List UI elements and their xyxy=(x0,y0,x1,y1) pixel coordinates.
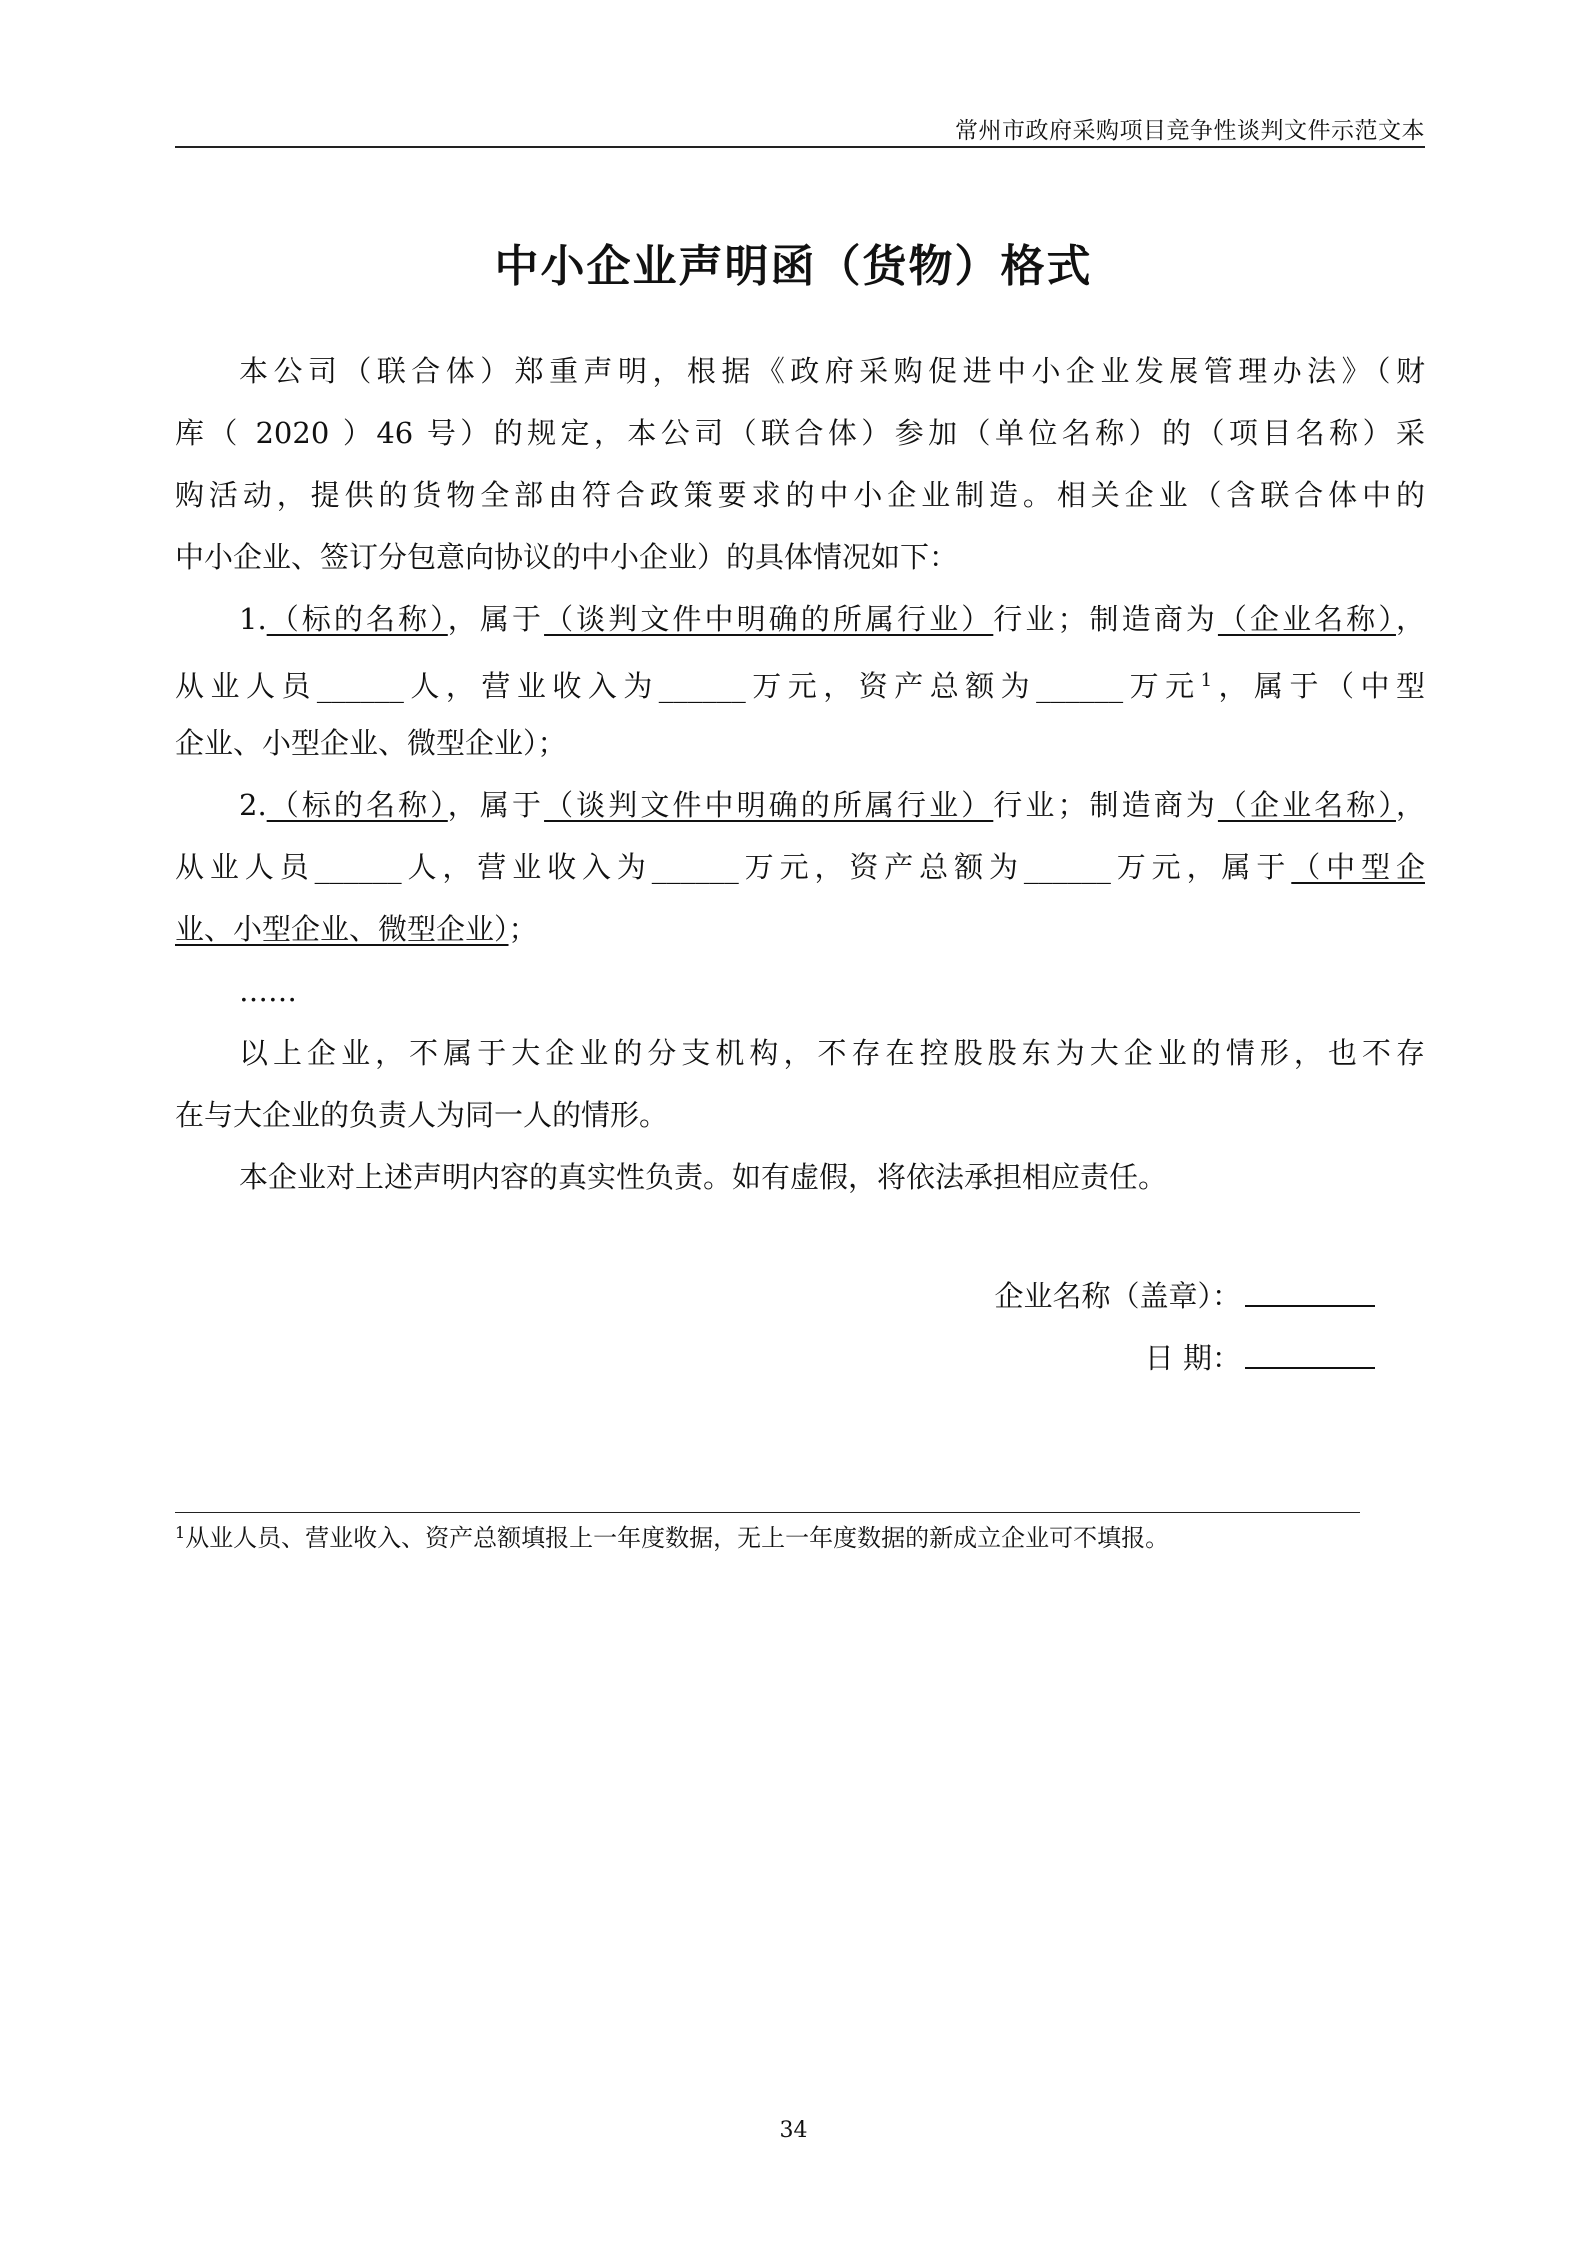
target-name-blank: （标的名称） xyxy=(266,602,448,636)
static-text: ，属于（中型 xyxy=(1212,669,1425,703)
footnote-mark: 1 xyxy=(175,1523,186,1542)
item-number: 2. xyxy=(239,788,267,822)
enterprise-type-blank: （中型企 xyxy=(1291,850,1425,884)
static-text: ， xyxy=(1395,788,1425,822)
item-2-line-3 xyxy=(175,898,1425,960)
target-name-blank: （标的名称） xyxy=(266,788,448,822)
company-name-blank: （企业名称） xyxy=(1217,602,1396,636)
item-number: 1. xyxy=(239,602,267,636)
paragraph-line: 本公司（联合体）郑重声明，根据《政府采购促进中小企业发展管理办法》（财 xyxy=(239,354,1425,388)
document-body xyxy=(175,340,1425,1208)
page-number: 34 xyxy=(779,2118,808,2143)
static-text: ； xyxy=(508,912,538,946)
company-seal-row xyxy=(955,1265,1375,1327)
item-1-line-3: 企业、小型企业、微型企业）； xyxy=(175,726,567,760)
static-text: ， xyxy=(1395,602,1425,636)
static-text: 行业；制造商为 xyxy=(993,602,1218,636)
footnote-reference: 1 xyxy=(1200,670,1213,691)
static-text: ，属于 xyxy=(447,602,545,636)
paragraph-line: 在与大企业的负责人为同一人的情形。 xyxy=(175,1098,669,1132)
item-2-line-1 xyxy=(175,774,1425,836)
static-text: ，属于 xyxy=(447,788,545,822)
signature-block xyxy=(955,1265,1375,1389)
enterprise-type-blank: 业、小型企业、微型企业） xyxy=(175,912,509,946)
footnote-text: 从业人员、营业收入、资产总额填报上一年度数据，无上一年度数据的新成立企业可不填报。 xyxy=(185,1524,1170,1552)
footnote xyxy=(175,1516,1169,1555)
company-name-blank: （企业名称） xyxy=(1217,788,1396,822)
static-text: 从业人员______人，营业收入为______万元，资产总额为______万元 xyxy=(175,669,1201,703)
paragraph-line: 本企业对上述声明内容的真实性负责。如有虚假，将依法承担相应责任。 xyxy=(239,1160,1168,1194)
item-1-line-2 xyxy=(175,650,1425,712)
ellipsis: …… xyxy=(239,974,297,1008)
header-rule xyxy=(175,146,1425,148)
date-label: 日 期： xyxy=(1144,1341,1241,1375)
industry-blank: （谈判文件中明确的所属行业） xyxy=(544,788,994,822)
paragraph-line: 库（ 2020 ）46 号）的规定，本公司（联合体）参加（单位名称）的（项目名称）采 xyxy=(175,416,1425,450)
static-text: 从业人员______人，营业收入为______万元，资产总额为______万元，属于 xyxy=(175,850,1292,884)
paragraph-line: 中小企业、签订分包意向协议的中小企业）的具体情况如下： xyxy=(175,540,959,574)
item-2-line-2 xyxy=(175,836,1425,898)
company-seal-blank xyxy=(1245,1265,1375,1307)
date-blank xyxy=(1245,1327,1375,1369)
industry-blank: （谈判文件中明确的所属行业） xyxy=(544,602,994,636)
footnote-rule xyxy=(175,1512,1360,1513)
item-1-line-1 xyxy=(175,588,1425,650)
paragraph-line: 购活动，提供的货物全部由符合政策要求的中小企业制造。相关企业（含联合体中的 xyxy=(175,478,1425,512)
static-text: 行业；制造商为 xyxy=(993,788,1218,822)
date-row xyxy=(955,1327,1375,1389)
document-title: 中小企业声明函（货物）格式 xyxy=(494,241,1093,292)
paragraph-line: 以上企业，不属于大企业的分支机构，不存在控股股东为大企业的情形，也不存 xyxy=(239,1036,1425,1070)
company-seal-label: 企业名称（盖章）： xyxy=(994,1279,1241,1313)
running-header: 常州市政府采购项目竞争性谈判文件示范文本 xyxy=(955,118,1425,144)
